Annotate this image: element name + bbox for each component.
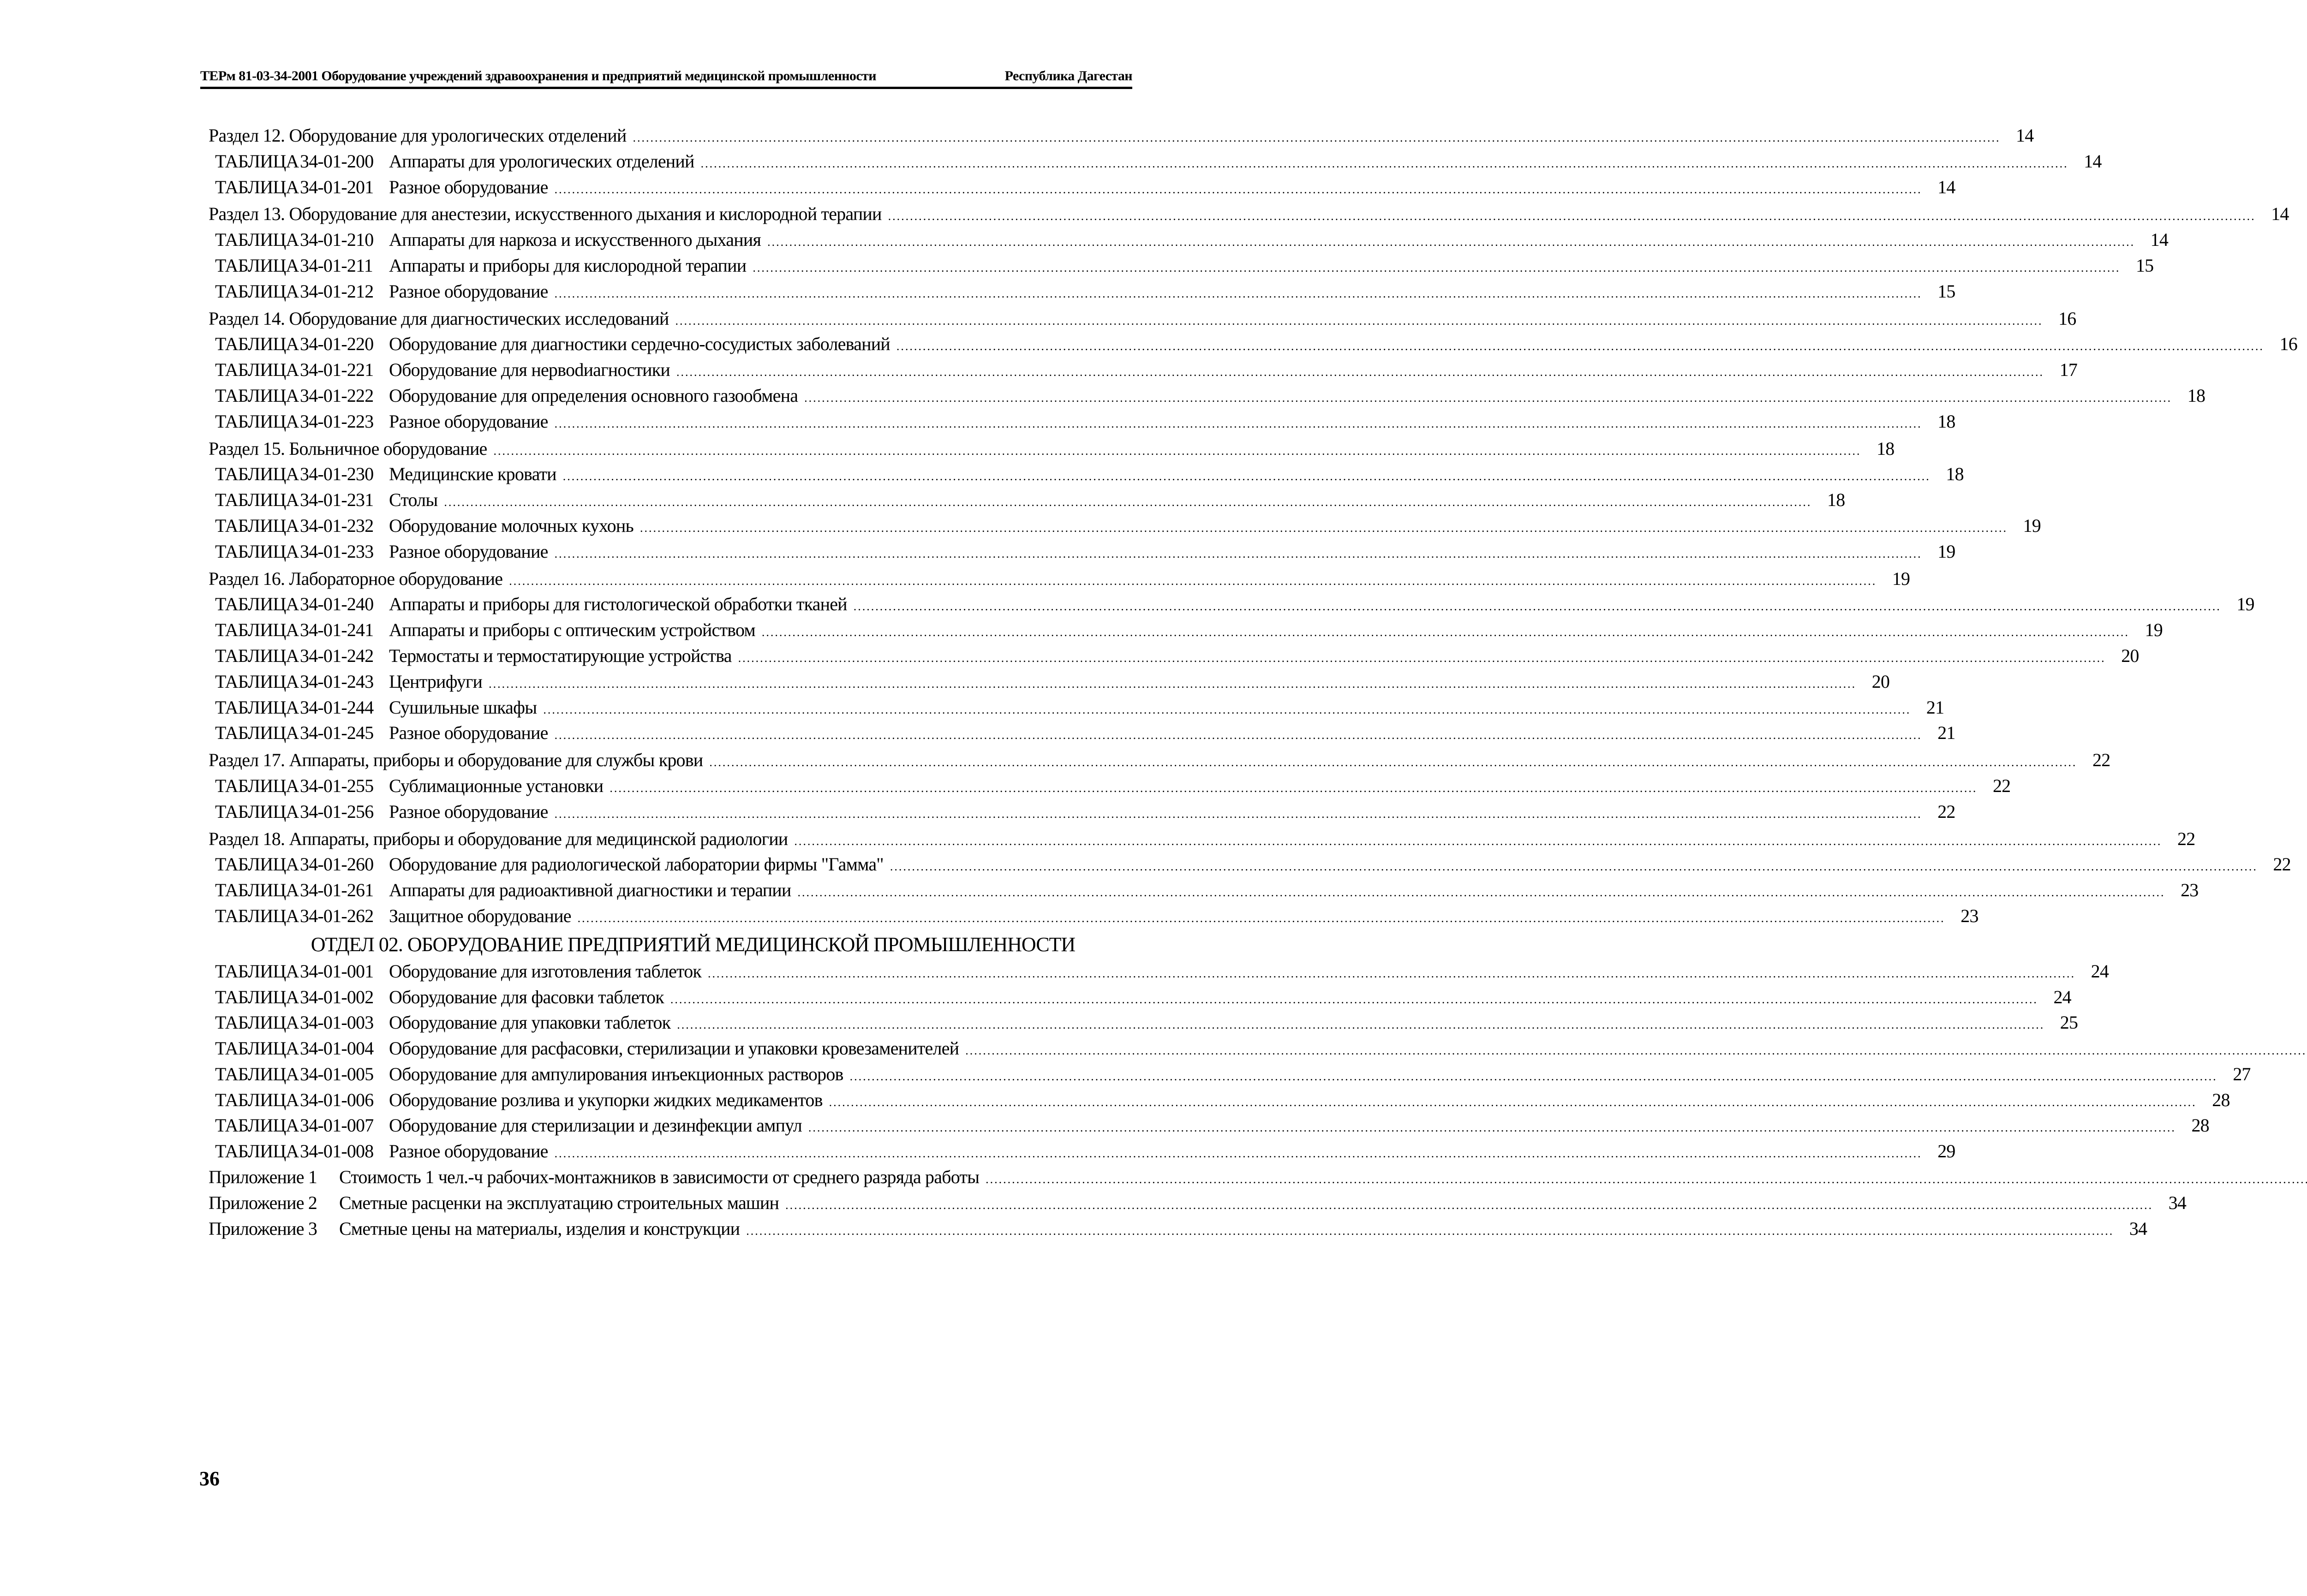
toc-page-number: 19	[2236, 594, 2254, 615]
toc-page-number: 19	[2023, 515, 2041, 536]
toc-page-number: 22	[2177, 828, 2195, 849]
toc-code: 34-01-212	[300, 280, 374, 302]
toc-label: ТАБЛИЦА	[215, 775, 299, 796]
toc-title: Разное оборудование	[389, 722, 548, 744]
toc-label: ТАБЛИЦА	[215, 280, 299, 302]
toc-page-number: 18	[2187, 385, 2205, 406]
toc-page-number: 14	[2150, 229, 2169, 250]
toc-title: Разное оборудование	[389, 541, 548, 562]
toc-code: 34-01-230	[300, 464, 374, 485]
toc-code: 34-01-233	[300, 541, 374, 562]
dot-leader	[555, 1147, 1922, 1161]
toc-title: Аппараты для урологических отделений	[389, 150, 694, 172]
toc-title: Разное оборудование	[389, 801, 548, 822]
toc-table-entry[interactable]	[209, 1063, 2251, 1089]
toc-title: Оборудование для стерилизации и дезинфекции ампул	[389, 1115, 802, 1136]
dot-leader	[555, 417, 1922, 431]
toc-appendix-label: Приложение 2	[209, 1192, 317, 1213]
toc-page-number: 18	[1937, 411, 1955, 432]
toc-title: Разное оборудование	[389, 176, 548, 197]
toc-label: ТАБЛИЦА	[215, 594, 299, 615]
toc-title: Аппараты и приборы с оптическим устройством	[389, 619, 755, 641]
toc-label: ТАБЛИЦА	[215, 722, 299, 744]
toc-code: 34-01-255	[300, 775, 374, 796]
toc-title: Разное оборудование	[389, 411, 548, 432]
toc-page-number: 15	[1937, 280, 1955, 302]
toc-code: 34-01-262	[300, 905, 374, 926]
toc-table-entry[interactable]	[209, 333, 2297, 359]
toc-title: Разное оборудование	[389, 1141, 548, 1162]
dot-leader	[701, 157, 2068, 171]
toc-label: ТАБЛИЦА	[215, 333, 299, 355]
toc-title: Столы	[389, 489, 438, 511]
toc-section-title: Раздел 13. Оборудование для анестезии, искусственного дыхания и кислородной терапии	[209, 203, 882, 225]
toc-section-16[interactable]	[209, 568, 1910, 594]
toc-page-number: 28	[2191, 1115, 2209, 1136]
toc-table-entry[interactable]	[209, 489, 1845, 515]
toc-label: ТАБЛИЦА	[215, 801, 299, 822]
toc-code: 34-01-003	[300, 1012, 374, 1033]
toc-label: ТАБЛИЦА	[215, 229, 299, 250]
toc-code: 34-01-201	[300, 176, 374, 197]
dot-leader	[509, 574, 1877, 588]
toc-page-number: 18	[1946, 464, 1964, 485]
toc-code: 34-01-006	[300, 1089, 374, 1110]
toc-code: 34-01-200	[300, 150, 374, 172]
toc-page-number: 22	[2092, 750, 2110, 771]
dot-leader	[890, 860, 2258, 874]
toc-label: ТАБЛИЦА	[215, 986, 299, 1007]
toc-table-entry[interactable]	[209, 385, 2205, 411]
toc-title: Сметные цены на материалы, изделия и конструкции	[339, 1218, 740, 1239]
toc-title: Оборудование для изготовления таблеток	[389, 960, 702, 982]
toc-table-entry[interactable]	[209, 671, 1890, 697]
toc-title: Оборудование для радиологической лаборатории фирмы "Гамма"	[389, 854, 884, 875]
dot-leader	[489, 677, 1856, 691]
toc-page-number: 23	[2181, 880, 2199, 901]
toc-title: Оборудование для фасовки таблеток	[389, 986, 664, 1007]
toc-table-entry[interactable]	[209, 801, 1955, 827]
toc-label: ТАБЛИЦА	[215, 697, 299, 718]
toc-page-number: 19	[1892, 568, 1910, 589]
toc-label: ТАБЛИЦА	[215, 176, 299, 197]
toc-title: Оборудование розлива и укупорки жидких медикаментов	[389, 1089, 823, 1110]
toc-title: Оборудование для упаковки таблеток	[389, 1012, 671, 1033]
dot-leader	[555, 183, 1922, 197]
toc-title: Оборудование для нервodиагностики	[389, 359, 670, 381]
toc-label: ТАБЛИЦА	[215, 1141, 299, 1162]
toc-table-entry[interactable]	[209, 853, 2291, 879]
toc-title: Оборудование для диагностики сердечно-сосудистых заболеваний	[389, 333, 890, 355]
toc-code: 34-01-210	[300, 229, 374, 250]
toc-label: ТАБЛИЦА	[215, 464, 299, 485]
dot-leader	[762, 625, 2129, 639]
header-document-title: ТЕРм 81-03-34-2001 Оборудование учреждений здравоохранения и предприятий медицинской промышленности	[200, 68, 876, 83]
toc-section-18[interactable]	[209, 828, 2195, 854]
toc-code: 34-01-241	[300, 619, 374, 641]
toc-table-entry[interactable]	[209, 960, 2109, 986]
toc-appendix-label: Приложение 3	[209, 1218, 317, 1239]
toc-table-entry[interactable]	[209, 697, 1944, 722]
dot-leader	[785, 1198, 2153, 1212]
toc-page-number: 21	[1926, 697, 1944, 718]
toc-title: Центрифуги	[389, 671, 483, 692]
toc-appendix-label: Приложение 1	[209, 1167, 317, 1188]
toc-page-number: 18	[1877, 438, 1895, 459]
toc-page-number: 14	[2271, 203, 2289, 225]
toc-title: Оборудование для расфасовки, стерилизации и упаковки кровезаменителей	[389, 1038, 959, 1059]
dot-leader	[555, 728, 1922, 742]
toc-code: 34-01-244	[300, 697, 374, 718]
dot-leader	[676, 365, 2044, 379]
toc-table-entry[interactable]	[209, 1012, 2078, 1037]
dot-leader	[633, 131, 2000, 145]
toc-code: 34-01-001	[300, 960, 374, 982]
toc-code: 34-01-243	[300, 671, 374, 692]
toc-page-number: 19	[2145, 619, 2163, 641]
toc-page-number: 14	[2084, 150, 2102, 172]
toc-title: Оборудование для определения основного газообмена	[389, 385, 798, 406]
toc-label: ТАБЛИЦА	[215, 385, 299, 406]
toc-page-number: 21	[1937, 722, 1955, 744]
toc-label: ТАБЛИЦА	[215, 489, 299, 511]
toc-label: ТАБЛИЦА	[215, 645, 299, 666]
dot-leader	[640, 521, 2008, 535]
toc-page-number: 14	[1937, 176, 1955, 197]
toc-table-entry[interactable]	[209, 1114, 2209, 1140]
toc-section-13[interactable]	[209, 203, 2289, 229]
dot-leader	[555, 807, 1922, 821]
toc-page-number: 16	[2058, 308, 2076, 329]
dot-leader	[555, 547, 1922, 561]
dot-leader	[965, 1044, 2307, 1058]
toc-code: 34-01-211	[300, 255, 373, 276]
toc-table-entry[interactable]	[209, 541, 1955, 566]
dot-leader	[986, 1173, 2307, 1186]
toc-label: ТАБЛИЦА	[215, 880, 299, 901]
toc-code: 34-01-240	[300, 594, 374, 615]
toc-table-entry[interactable]	[209, 411, 1955, 436]
dot-leader	[767, 235, 2135, 249]
toc-table-entry[interactable]	[209, 879, 2199, 905]
toc-appendix-entry[interactable]	[209, 1218, 2147, 1244]
toc-label: ТАБЛИЦА	[215, 960, 299, 982]
toc-page-number: 25	[2060, 1012, 2078, 1033]
toc-table-entry[interactable]	[209, 722, 1955, 748]
department-heading: ОТДЕЛ 02. ОБОРУДОВАНИЕ ПРЕДПРИЯТИЙ МЕДИЦИНСКОЙ ПРОМЫШЛЕННОСТИ	[311, 933, 1076, 956]
toc-page-number: 22	[1992, 775, 2011, 796]
toc-title: Сметные расценки на эксплуатацию строительных машин	[339, 1192, 779, 1213]
toc-code: 34-01-008	[300, 1141, 374, 1162]
toc-page-number: 23	[1960, 905, 1978, 926]
toc-section-12[interactable]	[209, 125, 2034, 150]
toc-label: ТАБЛИЦА	[215, 854, 299, 875]
dot-leader	[897, 339, 2264, 353]
toc-code: 34-01-223	[300, 411, 374, 432]
toc-title: Защитное оборудование	[389, 905, 571, 926]
toc-page-number: 17	[2059, 359, 2078, 381]
toc-label: ТАБЛИЦА	[215, 359, 299, 381]
toc-label: ТАБЛИЦА	[215, 1089, 299, 1110]
toc-label: ТАБЛИЦА	[215, 541, 299, 562]
toc-code: 34-01-261	[300, 880, 374, 901]
toc-title: Оборудование для ампулирования инъекционных растворов	[389, 1063, 843, 1084]
toc-code: 34-01-005	[300, 1063, 374, 1084]
toc-section-17[interactable]	[209, 749, 2110, 775]
toc-table-entry[interactable]	[209, 1089, 2230, 1115]
toc-table-entry[interactable]	[209, 645, 2139, 671]
dot-leader	[675, 314, 2043, 328]
toc-label: ТАБЛИЦА	[215, 905, 299, 926]
dot-leader	[670, 993, 2038, 1006]
toc-code: 34-01-242	[300, 645, 374, 666]
toc-code: 34-01-232	[300, 515, 374, 536]
dot-leader	[494, 444, 1861, 458]
header-region: Республика Дагестан	[1004, 68, 1132, 83]
toc-label: ТАБЛИЦА	[215, 619, 299, 641]
toc-section-title: Раздел 18. Аппараты, приборы и оборудование для медицинской радиологии	[209, 828, 788, 849]
toc-table-entry[interactable]	[209, 359, 2078, 385]
page-number: 36	[199, 1467, 220, 1490]
toc-title: Сублимационные установки	[389, 775, 604, 796]
toc-table-entry[interactable]	[209, 463, 1964, 489]
toc-page-number: 22	[1937, 801, 1955, 822]
toc-page-number: 16	[2279, 333, 2297, 355]
toc-table-entry[interactable]	[209, 229, 2169, 255]
toc-page-number: 24	[2091, 960, 2109, 982]
toc-page-number: 19	[1937, 541, 1955, 562]
toc-page-number: 28	[2212, 1089, 2230, 1110]
toc-title: Аппараты для наркоза и искусственного дыхания	[389, 229, 761, 250]
dot-leader	[797, 886, 2165, 899]
toc-page-number: 29	[1937, 1141, 1955, 1162]
toc-section-title: Раздел 12. Оборудование для урологических отделений	[209, 125, 627, 146]
toc-code: 34-01-007	[300, 1115, 374, 1136]
toc-table-entry[interactable]	[209, 280, 1955, 306]
toc-label: ТАБЛИЦА	[215, 515, 299, 536]
dot-leader	[563, 470, 1930, 483]
toc-section-title: Раздел 16. Лабораторное оборудование	[209, 568, 503, 589]
toc-title: Оборудование молочных кухонь	[389, 515, 634, 536]
toc-label: ТАБЛИЦА	[215, 150, 299, 172]
table-of-contents	[209, 123, 2297, 1243]
toc-page-number: 24	[2053, 986, 2071, 1007]
toc-title: Стоимость 1 чел.-ч рабочих-монтажников в зависимости от среднего разряда работы	[339, 1167, 980, 1188]
dot-leader	[888, 209, 2256, 223]
toc-title: Аппараты для радиоактивной диагностики и терапии	[389, 880, 791, 901]
dot-leader	[753, 261, 2120, 275]
toc-section-title: Раздел 15. Больничное оборудование	[209, 438, 487, 459]
toc-table-entry[interactable]	[209, 619, 2163, 645]
toc-section-title: Раздел 14. Оборудование для диагностических исследований	[209, 308, 669, 329]
running-header	[200, 60, 1132, 89]
dot-leader	[709, 756, 2077, 769]
toc-table-entry[interactable]	[209, 593, 2254, 619]
toc-page-number: 34	[2168, 1192, 2187, 1213]
toc-label: ТАБЛИЦА	[215, 1012, 299, 1033]
toc-label: ТАБЛИЦА	[215, 411, 299, 432]
toc-table-entry[interactable]	[209, 905, 1978, 931]
toc-label: ТАБЛИЦА	[215, 255, 299, 276]
dot-leader	[578, 911, 1945, 925]
toc-table-entry[interactable]	[209, 176, 1955, 202]
toc-table-entry[interactable]	[209, 986, 2071, 1012]
toc-title: Сушильные шкафы	[389, 697, 537, 718]
toc-label: ТАБЛИЦА	[215, 1115, 299, 1136]
toc-page-number: 22	[2273, 854, 2291, 875]
dot-leader	[794, 834, 2162, 848]
toc-page-number: 15	[2135, 255, 2154, 276]
toc-page-number: 20	[1871, 671, 1890, 692]
toc-table-entry[interactable]	[209, 515, 2041, 541]
dot-leader	[677, 1018, 2044, 1032]
toc-code: 34-01-260	[300, 854, 374, 875]
toc-table-entry[interactable]	[209, 1037, 1131, 1063]
toc-page-number: 27	[2233, 1063, 2251, 1084]
toc-title: Аппараты и приборы для гистологической обработки тканей	[389, 594, 847, 615]
toc-page-number: 34	[2129, 1218, 2147, 1239]
toc-appendix-entry[interactable]	[209, 1192, 2187, 1218]
dot-leader	[738, 651, 2106, 665]
toc-page-number: 14	[2016, 125, 2034, 146]
dot-leader	[543, 703, 1911, 717]
toc-table-entry[interactable]	[209, 775, 2011, 801]
toc-code: 34-01-221	[300, 359, 374, 381]
toc-page-number: 20	[2121, 645, 2139, 666]
toc-appendix-entry[interactable]	[209, 1166, 1131, 1192]
toc-label: ТАБЛИЦА	[215, 1063, 299, 1084]
toc-code: 34-01-245	[300, 722, 374, 744]
toc-section-title: Раздел 17. Аппараты, приборы и оборудование для службы крови	[209, 750, 703, 771]
toc-code: 34-01-004	[300, 1038, 374, 1059]
toc-page-number: 18	[1827, 489, 1845, 511]
toc-code: 34-01-256	[300, 801, 374, 822]
dot-leader	[708, 967, 2075, 981]
toc-title: Разное оборудование	[389, 280, 548, 302]
toc-label: ТАБЛИЦА	[215, 671, 299, 692]
toc-title: Медицинские кровати	[389, 464, 556, 485]
dot-leader	[555, 287, 1922, 301]
dot-leader	[444, 495, 1811, 509]
toc-code: 34-01-222	[300, 385, 374, 406]
toc-title: Термостаты и термостатирующие устройства	[389, 645, 732, 666]
dot-leader	[850, 1070, 2217, 1084]
toc-table-entry[interactable]	[209, 1140, 1955, 1166]
toc-section-14[interactable]	[209, 308, 2076, 333]
toc-table-entry[interactable]	[209, 255, 2154, 280]
toc-table-entry[interactable]	[209, 150, 2102, 176]
toc-label: ТАБЛИЦА	[215, 1038, 299, 1059]
dot-leader	[746, 1224, 2114, 1238]
toc-section-15[interactable]	[209, 438, 1895, 464]
dot-leader	[610, 781, 1977, 795]
toc-title: Аппараты и приборы для кислородной терапии	[389, 255, 747, 276]
dot-leader	[854, 600, 2221, 613]
toc-code: 34-01-002	[300, 986, 374, 1007]
dot-leader	[808, 1121, 2176, 1135]
toc-code: 34-01-220	[300, 333, 374, 355]
toc-code: 34-01-231	[300, 489, 374, 511]
dot-leader	[829, 1096, 2197, 1109]
dot-leader	[804, 391, 2172, 405]
